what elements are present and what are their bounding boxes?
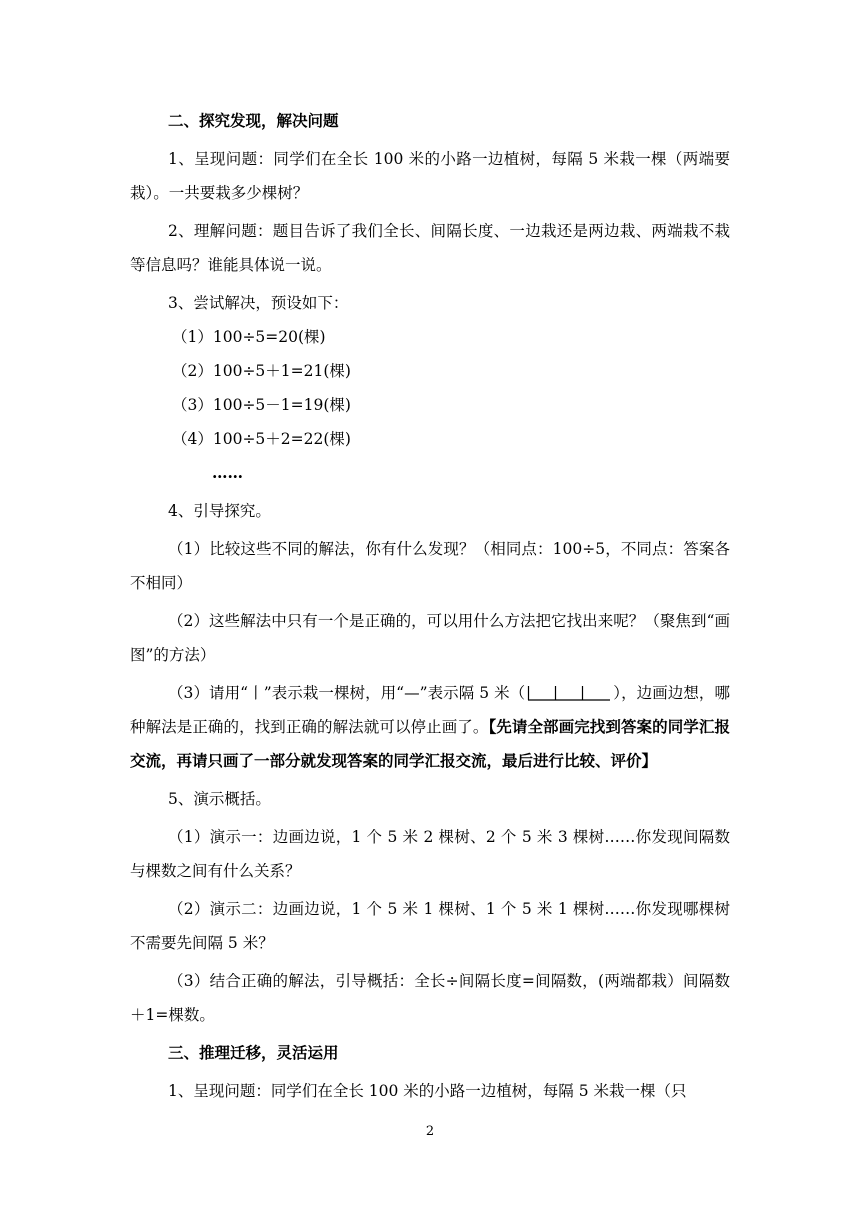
solution-4: （4）100÷5＋2=22(棵): [172, 430, 351, 448]
paragraph-demo-1: （1）演示一：边画边说，1 个 5 米 2 棵树、2 个 5 米 3 棵树……你发现间隔数与棵数之间有什么关系？: [130, 828, 730, 880]
paragraph-problem-2: 1、呈现问题：同学们在全长 100 米的小路一边植树，每隔 5 米栽一棵（只: [168, 1082, 687, 1100]
paragraph-demo-3: （3）结合正确的解法，引导概括：全长÷间隔长度=间隔数，(两端都栽）间隔数＋1=棵数。: [130, 972, 730, 1024]
paragraph-demo: 5、演示概括。: [168, 790, 271, 808]
paragraph-guide: 4、引导探究。: [168, 502, 271, 520]
paragraph-guide-2: （2）这些解法中只有一个是正确的，可以用什么方法把它找出来呢？（聚焦到“画图”的方法）: [130, 612, 730, 664]
tree-interval-diagram-icon: [527, 685, 611, 701]
guide-3-text-after: ），边画边想，哪种解法是正确的，找到正确的解法就可以停止画了。: [130, 684, 730, 736]
solution-3: （3）100÷5－1=19(棵): [172, 396, 351, 414]
section-heading-3: 三、推理迁移，灵活运用: [168, 1043, 339, 1062]
paragraph-understand: 2、理解问题：题目告诉了我们全长、间隔长度、一边栽还是两边栽、两端栽不栽等信息吗？谁能具体说一说。: [130, 222, 730, 274]
guide-3-text-before: （3）请用“丨”表示栽一棵树，用“—”表示隔 5 米（: [168, 684, 526, 702]
section-heading-2: 二、探究发现，解决问题: [168, 111, 339, 130]
solutions-ellipsis: ……: [212, 463, 243, 482]
paragraph-problem-1: 1、呈现问题：同学们在全长 100 米的小路一边植树，每隔 5 米栽一棵（两端要栽）。一共要栽多少棵树？: [130, 150, 730, 202]
paragraph-demo-2: （2）演示二：边画边说，1 个 5 米 1 棵树、1 个 5 米 1 棵树……你发现哪棵树不需要先间隔 5 米？: [130, 900, 730, 952]
paragraph-guide-1: （1）比较这些不同的解法，你有什么发现？（相同点：100÷5，不同点：答案各不相同）: [130, 540, 730, 592]
page-number: 2: [425, 1124, 435, 1139]
page-content: [130, 104, 730, 1108]
guide-3-note: 【先请全部画完找到答案的同学汇报交流，再请只画了一部分就发现答案的同学汇报交流，最后进行比较、评价】: [130, 717, 730, 770]
paragraph-try-solve: 3、尝试解决，预设如下：: [168, 294, 349, 312]
solution-1: （1）100÷5=20(棵): [172, 328, 326, 346]
solution-2: （2）100÷5＋1=21(棵): [172, 362, 351, 380]
paragraph-guide-3: [130, 676, 730, 778]
